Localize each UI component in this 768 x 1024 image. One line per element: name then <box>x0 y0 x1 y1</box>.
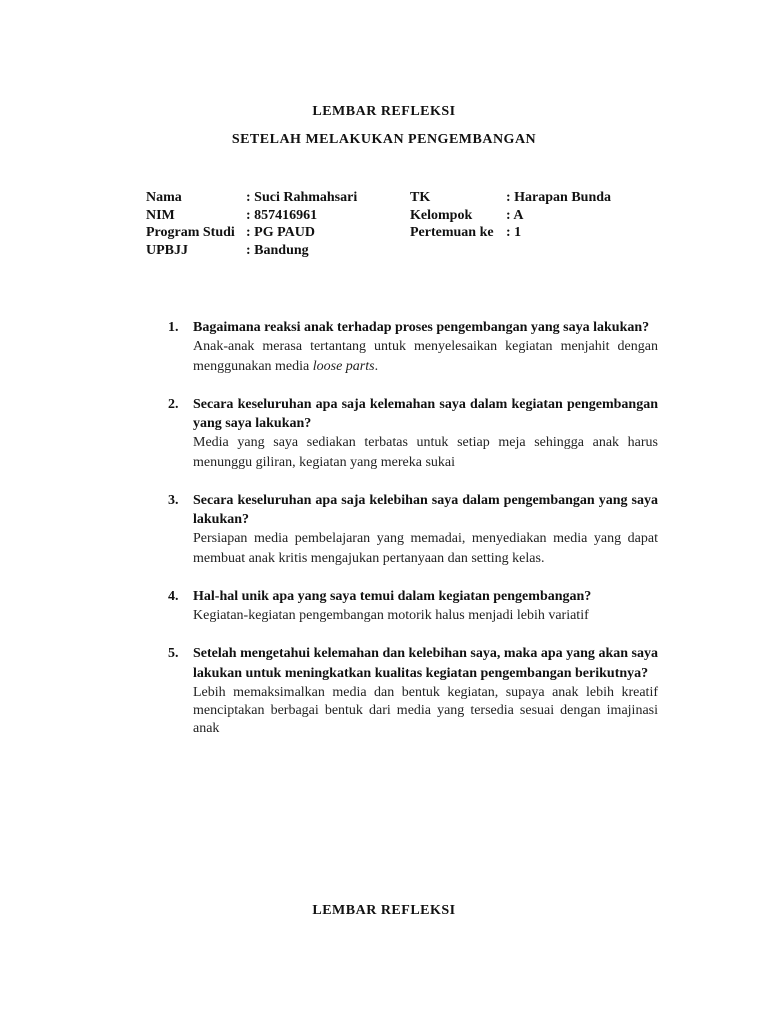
upbjj-value: : Bandung <box>246 242 309 258</box>
identity-row <box>146 225 646 243</box>
question-number: 5. <box>168 646 179 661</box>
answer-text: Persiapan media pembelajaran yang memadai, menyediakan media yang dapat membuat anak kritis mengajukan pertanyaan dan setting kelas. <box>193 531 658 566</box>
answer-text: Media yang saya sediakan terbatas untuk setiap meja sehingga anak harus menunggu giliran, kegiatan yang mereka sukai <box>193 435 658 470</box>
answer-text-italic: loose parts <box>312 359 375 374</box>
question-text: Bagaimana reaksi anak terhadap proses pengembangan yang saya lakukan? <box>193 320 650 335</box>
question-number: 4. <box>168 589 179 604</box>
page-title: LEMBAR REFLEKSI <box>312 104 456 119</box>
answer-text: Kegiatan-kegiatan pengembangan motorik halus menjadi lebih variatif <box>193 608 589 623</box>
question-item <box>168 644 658 738</box>
name-value: : Suci Rahmahsari <box>246 190 358 205</box>
question-item <box>168 491 658 569</box>
identity-row <box>146 208 646 226</box>
question-item <box>168 318 658 377</box>
program-studi-value: : PG PAUD <box>246 225 315 240</box>
nim-value: : 857416961 <box>246 207 318 223</box>
page-subtitle: SETELAH MELAKUKAN PENGEMBANGAN <box>231 132 537 147</box>
pertemuan-label: Pertemuan ke <box>410 225 494 240</box>
answer-text <box>193 337 658 377</box>
identity-row <box>146 243 646 261</box>
pertemuan-value: : 1 <box>506 225 522 240</box>
kelompok-value: : A <box>506 207 524 223</box>
question-text: Secara keseluruhan apa saja kelemahan saya dalam kegiatan pengembangan yang saya lakukan? <box>193 397 658 431</box>
nim-label: NIM <box>146 207 175 223</box>
answer-text-end: . <box>374 359 379 374</box>
question-number: 2. <box>168 397 179 412</box>
question-number: 1. <box>168 320 179 335</box>
question-text: Hal-hal unik apa yang saya temui dalam kegiatan pengembangan? <box>193 589 592 604</box>
answer-text-main: Anak-anak merasa tertantang untuk menyelesaikan kegiatan menjahit dengan menggunakan media <box>193 339 658 374</box>
tk-value: : Harapan Bunda <box>506 190 612 205</box>
name-label: Nama <box>146 190 182 205</box>
kelompok-label: Kelompok <box>410 207 473 223</box>
program-studi-label: Program Studi <box>146 225 235 240</box>
tk-label: TK <box>410 190 431 205</box>
question-item <box>168 395 658 473</box>
question-text: Secara keseluruhan apa saja kelebihan saya dalam pengembangan yang saya lakukan? <box>193 493 658 527</box>
identity-row <box>146 190 646 208</box>
reflection-questions <box>168 318 658 738</box>
upbjj-label: UPBJJ <box>146 242 188 258</box>
question-number: 3. <box>168 493 179 508</box>
identity-block <box>146 190 646 260</box>
answer-text: Lebih memaksimalkan media dan bentuk kegiatan, supaya anak lebih kreatif menciptakan berbagai bentuk dari media yang tersedia sesuai dengan imajinasi anak <box>193 685 658 736</box>
question-item <box>168 587 658 626</box>
next-page-title: LEMBAR REFLEKSI <box>312 903 456 918</box>
question-text: Setelah mengetahui kelemahan dan kelebihan saya, maka apa yang akan saya lakukan untuk meningkatkan kualitas kegiatan pengembangan berikutnya? <box>193 646 658 681</box>
